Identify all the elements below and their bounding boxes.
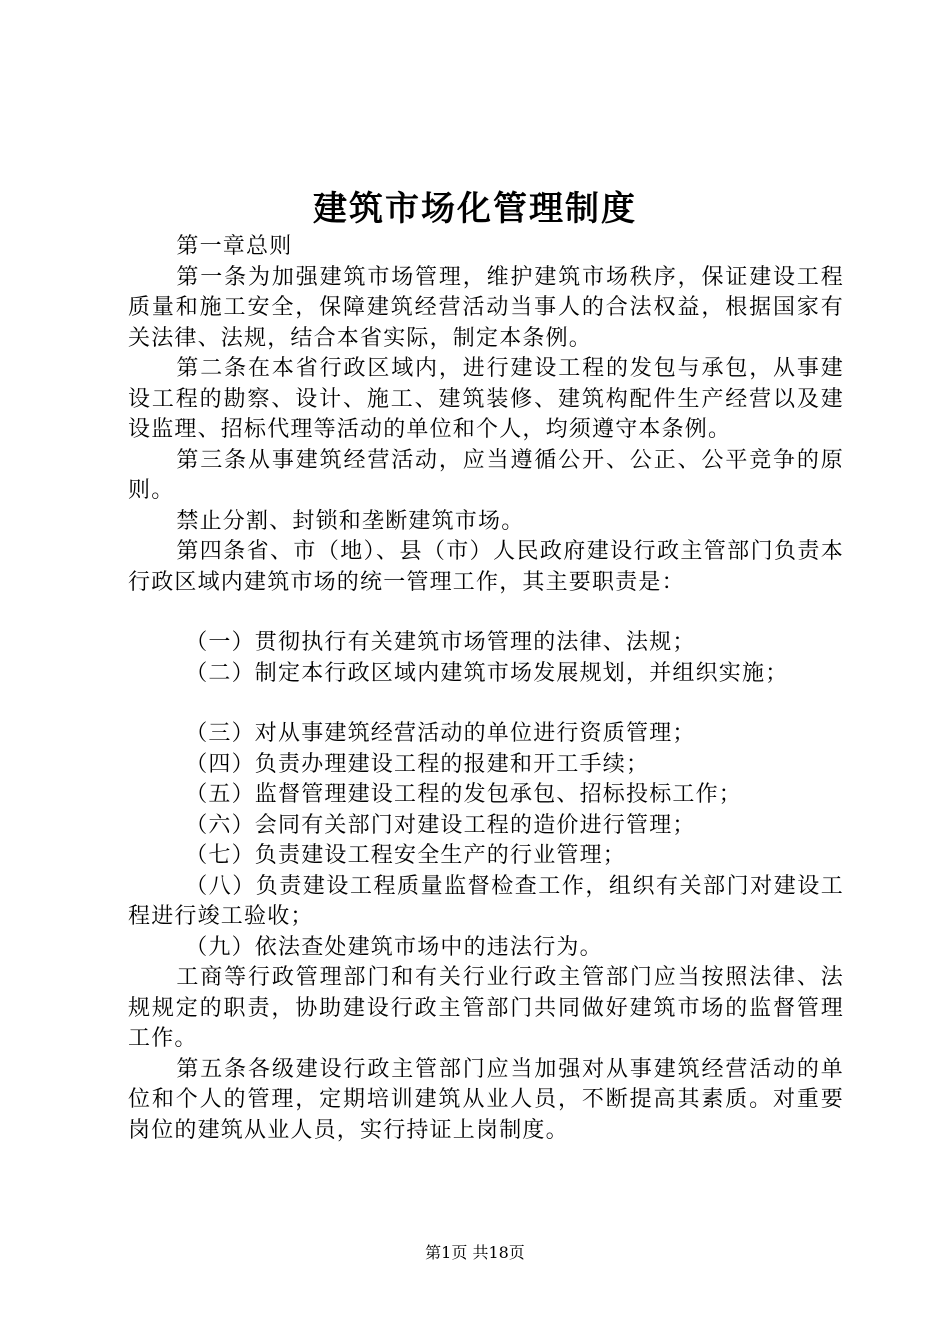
blank-line <box>128 598 844 628</box>
article-2: 第二条在本省行政区域内，进行建设工程的发包与承包，从事建设工程的勘察、设计、施工、建筑装修、建筑构配件生产经营以及建设监理、招标代理等活动的单位和个人，均须遵守本条例。 <box>128 356 844 442</box>
document-title: 建筑市场化管理制度 <box>313 189 637 229</box>
chapter-heading: 第一章总则 <box>176 234 293 259</box>
article-4-clause: 工商等行政管理部门和有关行业行政主管部门应当按照法律、法规规定的职责，协助建设行政主管部门共同做好建筑市场的监督管理工作。 <box>128 965 844 1051</box>
article-1: 第一条为加强建筑市场管理，维护建筑市场秩序，保证建设工程质量和施工安全，保障建筑经营活动当事人的合法权益，根据国家有关法律、法规，结合本省实际，制定本条例。 <box>128 264 844 351</box>
duty-item-2: （二）制定本行政区域内建筑市场发展规划，并组织实施； <box>185 660 789 686</box>
duty-item-4: （四）负责办理建设工程的报建和开工手续； <box>185 751 650 777</box>
article-4: 第四条省、市（地）、县（市）人民政府建设行政主管部门负责本行政区域内建筑市场的统一管理工作，其主要职责是： <box>128 539 844 595</box>
article-5: 第五条各级建设行政主管部门应当加强对从事建筑经营活动的单位和个人的管理，定期培训建筑从业人员，不断提高其素质。对重要岗位的建筑从业人员，实行持证上岗制度。 <box>128 1056 844 1143</box>
blank-line <box>128 689 844 719</box>
duty-item-6: （六）会同有关部门对建设工程的造价进行管理； <box>185 812 696 838</box>
duty-item-3: （三）对从事建筑经营活动的单位进行资质管理； <box>185 721 696 746</box>
page-footer: 第1页 共18页 <box>425 1243 525 1262</box>
document-body <box>128 232 844 1146</box>
duty-item-9: （九）依法查处建筑市场中的违法行为。 <box>185 934 603 960</box>
duty-item-7: （七）负责建设工程安全生产的行业管理； <box>185 843 626 868</box>
duty-item-8: （八）负责建设工程质量监督检查工作，组织有关部门对建设工程进行竣工验收； <box>128 873 844 929</box>
article-3-clause: 禁止分割、封锁和垄断建筑市场。 <box>176 508 525 534</box>
duty-item-1: （一）贯彻执行有关建筑市场管理的法律、法规； <box>185 630 696 655</box>
duty-item-5: （五）监督管理建设工程的发包承包、招标投标工作； <box>185 782 742 807</box>
article-3: 第三条从事建筑经营活动，应当遵循公开、公正、公平竞争的原则。 <box>128 447 844 503</box>
